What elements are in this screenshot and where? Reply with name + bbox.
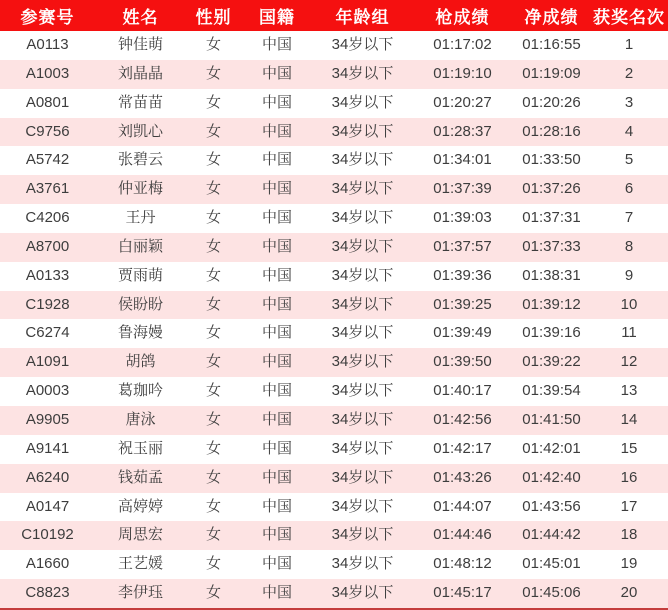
cell-gender: 女: [205, 122, 221, 140]
cell-nationality: 中国: [261, 410, 292, 428]
cell-gender: 女: [205, 151, 221, 169]
cell-nationality: 中国: [261, 439, 292, 457]
cell-nationality: 中国: [261, 497, 292, 515]
cell-net-time: 01:28:16: [522, 122, 581, 140]
cell-award-rank: 14: [620, 410, 638, 428]
cell-gender: 女: [205, 36, 221, 53]
cell-nationality: 中国: [261, 526, 292, 544]
cell-gender: 女: [205, 410, 221, 428]
cell-bib-number: C6274: [25, 324, 70, 342]
cell-age-group: 34岁以下: [331, 36, 394, 53]
cell-bib-number: C10192: [21, 526, 74, 544]
cell-nationality: 中国: [261, 209, 292, 227]
cell-name: 李伊珏: [117, 584, 163, 602]
cell-gun-time: 01:39:50: [433, 353, 492, 371]
table-row: [0, 319, 668, 348]
cell-gender: 女: [205, 353, 221, 371]
cell-name: 白丽颖: [117, 237, 163, 255]
cell-age-group: 34岁以下: [331, 122, 394, 140]
table-row: [0, 204, 668, 233]
table-row: [0, 262, 668, 291]
cell-net-time: 01:19:09: [522, 64, 581, 82]
cell-gun-time: 01:42:56: [433, 410, 492, 428]
cell-bib-number: A6240: [25, 468, 70, 486]
table-row: [0, 291, 668, 320]
cell-net-time: 01:37:31: [522, 209, 581, 227]
cell-name: 唐泳: [125, 410, 156, 428]
cell-gender: 女: [205, 382, 221, 400]
cell-nationality: 中国: [261, 584, 292, 602]
column-header-net-time: 净成绩: [513, 0, 590, 31]
cell-nationality: 中国: [261, 64, 292, 82]
cell-age-group: 34岁以下: [331, 497, 394, 515]
cell-net-time: 01:38:31: [522, 266, 581, 284]
cell-gender: 女: [205, 64, 221, 82]
cell-nationality: 中国: [261, 266, 292, 284]
cell-award-rank: 18: [620, 526, 638, 544]
cell-gender: 女: [205, 295, 221, 313]
cell-nationality: 中国: [261, 151, 292, 169]
column-header-gender: 性别: [186, 0, 241, 31]
cell-age-group: 34岁以下: [331, 209, 394, 227]
table-header: [0, 0, 668, 31]
cell-name: 刘晶晶: [117, 64, 163, 82]
column-header-bib-number: 参赛号: [0, 0, 95, 31]
cell-gun-time: 01:39:25: [433, 295, 492, 313]
cell-nationality: 中国: [261, 36, 292, 53]
column-header-gun-time: 枪成绩: [412, 0, 513, 31]
cell-bib-number: C9756: [25, 122, 70, 140]
cell-gender: 女: [205, 497, 221, 515]
cell-award-rank: 4: [624, 122, 634, 140]
cell-award-rank: 17: [620, 497, 638, 515]
table-body: [0, 31, 668, 609]
cell-bib-number: A0801: [25, 93, 70, 111]
cell-net-time: 01:20:26: [522, 93, 581, 111]
cell-gun-time: 01:19:10: [433, 64, 492, 82]
cell-name: 高婷婷: [117, 497, 163, 515]
cell-name: 祝玉丽: [117, 439, 163, 457]
cell-gender: 女: [205, 584, 221, 602]
cell-gun-time: 01:39:03: [433, 209, 492, 227]
cell-name: 钱茹孟: [117, 468, 163, 486]
cell-gender: 女: [205, 93, 221, 111]
cell-name: 葛珈吟: [117, 382, 163, 400]
cell-age-group: 34岁以下: [331, 353, 394, 371]
cell-age-group: 34岁以下: [331, 237, 394, 255]
cell-name: 钟佳萌: [117, 36, 163, 53]
cell-award-rank: 12: [620, 353, 638, 371]
cell-nationality: 中国: [261, 468, 292, 486]
cell-name: 常苗苗: [117, 93, 163, 111]
cell-bib-number: A9141: [25, 439, 70, 457]
cell-gun-time: 01:39:49: [433, 324, 492, 342]
cell-name: 胡鸽: [125, 353, 156, 371]
table-row: [0, 377, 668, 406]
cell-net-time: 01:45:06: [522, 584, 581, 602]
cell-award-rank: 9: [624, 266, 634, 284]
cell-award-rank: 19: [620, 555, 638, 573]
cell-gender: 女: [205, 180, 221, 198]
column-header-age-group: 年龄组: [313, 0, 412, 31]
cell-name: 贾雨萌: [117, 266, 163, 284]
cell-age-group: 34岁以下: [331, 584, 394, 602]
cell-age-group: 34岁以下: [331, 93, 394, 111]
cell-age-group: 34岁以下: [331, 382, 394, 400]
cell-gender: 女: [205, 555, 221, 573]
cell-bib-number: A3761: [25, 180, 70, 198]
table-row: [0, 31, 668, 60]
cell-gun-time: 01:44:07: [433, 497, 492, 515]
cell-nationality: 中国: [261, 237, 292, 255]
cell-bib-number: A1003: [25, 64, 70, 82]
cell-net-time: 01:37:26: [522, 180, 581, 198]
cell-nationality: 中国: [261, 93, 292, 111]
cell-nationality: 中国: [261, 324, 292, 342]
column-header-award-rank: 获奖名次: [590, 0, 668, 31]
cell-name: 王艺媛: [117, 555, 163, 573]
cell-gender: 女: [205, 468, 221, 486]
cell-award-rank: 11: [621, 324, 637, 342]
table-row: [0, 89, 668, 118]
cell-net-time: 01:37:33: [522, 237, 581, 255]
cell-award-rank: 5: [624, 151, 634, 169]
cell-award-rank: 3: [624, 93, 634, 111]
cell-name: 王丹: [125, 209, 156, 227]
cell-net-time: 01:39:22: [522, 353, 581, 371]
table-row: [0, 493, 668, 522]
column-header-name: 姓名: [95, 0, 186, 31]
cell-bib-number: A1660: [25, 555, 70, 573]
table-row: [0, 521, 668, 550]
cell-award-rank: 13: [620, 382, 638, 400]
cell-award-rank: 20: [620, 584, 638, 602]
cell-nationality: 中国: [261, 295, 292, 313]
cell-gun-time: 01:17:02: [433, 36, 492, 53]
cell-bib-number: A9905: [25, 410, 70, 428]
cell-gender: 女: [205, 266, 221, 284]
cell-name: 张碧云: [117, 151, 163, 169]
cell-net-time: 01:45:01: [522, 555, 581, 573]
cell-gun-time: 01:44:46: [433, 526, 492, 544]
cell-net-time: 01:39:12: [522, 295, 581, 313]
table-row: [0, 118, 668, 147]
table-row: [0, 146, 668, 175]
cell-net-time: 01:42:40: [522, 468, 581, 486]
column-header-nationality: 国籍: [241, 0, 313, 31]
cell-bib-number: A0003: [25, 382, 70, 400]
cell-award-rank: 10: [620, 295, 638, 313]
table-row: [0, 550, 668, 579]
cell-award-rank: 8: [624, 237, 634, 255]
cell-age-group: 34岁以下: [331, 526, 394, 544]
cell-net-time: 01:43:56: [522, 497, 581, 515]
cell-gun-time: 01:37:57: [433, 237, 492, 255]
cell-name: 刘凯心: [117, 122, 163, 140]
cell-age-group: 34岁以下: [331, 439, 394, 457]
cell-bib-number: A0133: [25, 266, 70, 284]
cell-bib-number: C1928: [25, 295, 70, 313]
cell-age-group: 34岁以下: [331, 151, 394, 169]
cell-bib-number: A1091: [25, 353, 70, 371]
cell-age-group: 34岁以下: [331, 64, 394, 82]
cell-nationality: 中国: [261, 180, 292, 198]
cell-age-group: 34岁以下: [331, 555, 394, 573]
table-row: [0, 579, 668, 609]
cell-gun-time: 01:42:17: [433, 439, 492, 457]
cell-age-group: 34岁以下: [331, 324, 394, 342]
cell-age-group: 34岁以下: [331, 266, 394, 284]
cell-gender: 女: [205, 526, 221, 544]
cell-gun-time: 01:34:01: [433, 151, 492, 169]
cell-nationality: 中国: [261, 382, 292, 400]
cell-gun-time: 01:45:17: [433, 584, 492, 602]
cell-gun-time: 01:39:36: [433, 266, 492, 284]
table-row: [0, 435, 668, 464]
cell-gun-time: 01:48:12: [433, 555, 492, 573]
cell-age-group: 34岁以下: [331, 180, 394, 198]
table-header-row: [0, 0, 668, 31]
cell-gun-time: 01:43:26: [433, 468, 492, 486]
cell-nationality: 中国: [261, 122, 292, 140]
cell-bib-number: A0113: [26, 36, 69, 53]
cell-gun-time: 01:37:39: [433, 180, 492, 198]
cell-net-time: 01:33:50: [522, 151, 581, 169]
cell-name: 鲁海嫚: [117, 324, 163, 342]
cell-age-group: 34岁以下: [331, 410, 394, 428]
cell-name: 侯盼盼: [117, 295, 163, 313]
cell-net-time: 01:44:42: [522, 526, 581, 544]
cell-award-rank: 7: [624, 209, 634, 227]
table-row: [0, 60, 668, 89]
cell-age-group: 34岁以下: [331, 295, 394, 313]
table-row: [0, 233, 668, 262]
cell-name: 仲亚梅: [117, 180, 163, 198]
cell-net-time: 01:41:50: [522, 410, 581, 428]
cell-nationality: 中国: [261, 353, 292, 371]
cell-net-time: 01:39:54: [522, 382, 581, 400]
table-row: [0, 175, 668, 204]
cell-bib-number: A8700: [25, 237, 70, 255]
cell-gender: 女: [205, 324, 221, 342]
table-row: [0, 406, 668, 435]
cell-gun-time: 01:20:27: [433, 93, 492, 111]
cell-name: 周思宏: [117, 526, 163, 544]
cell-bib-number: C8823: [25, 584, 70, 602]
cell-net-time: 01:39:16: [522, 324, 581, 342]
cell-bib-number: A5742: [25, 151, 70, 169]
cell-award-rank: 1: [624, 36, 634, 53]
cell-gun-time: 01:28:37: [433, 122, 492, 140]
cell-net-time: 01:42:01: [522, 439, 581, 457]
cell-gender: 女: [205, 237, 221, 255]
table-row: [0, 348, 668, 377]
cell-award-rank: 16: [620, 468, 638, 486]
cell-award-rank: 2: [624, 64, 634, 82]
cell-gender: 女: [205, 209, 221, 227]
table-row: [0, 464, 668, 493]
cell-gun-time: 01:40:17: [433, 382, 492, 400]
cell-bib-number: C4206: [25, 209, 70, 227]
cell-award-rank: 6: [624, 180, 634, 198]
cell-nationality: 中国: [261, 555, 292, 573]
cell-net-time: 01:16:55: [522, 36, 581, 53]
cell-bib-number: A0147: [25, 497, 70, 515]
cell-age-group: 34岁以下: [331, 468, 394, 486]
cell-gender: 女: [205, 439, 221, 457]
cell-award-rank: 15: [620, 439, 638, 457]
